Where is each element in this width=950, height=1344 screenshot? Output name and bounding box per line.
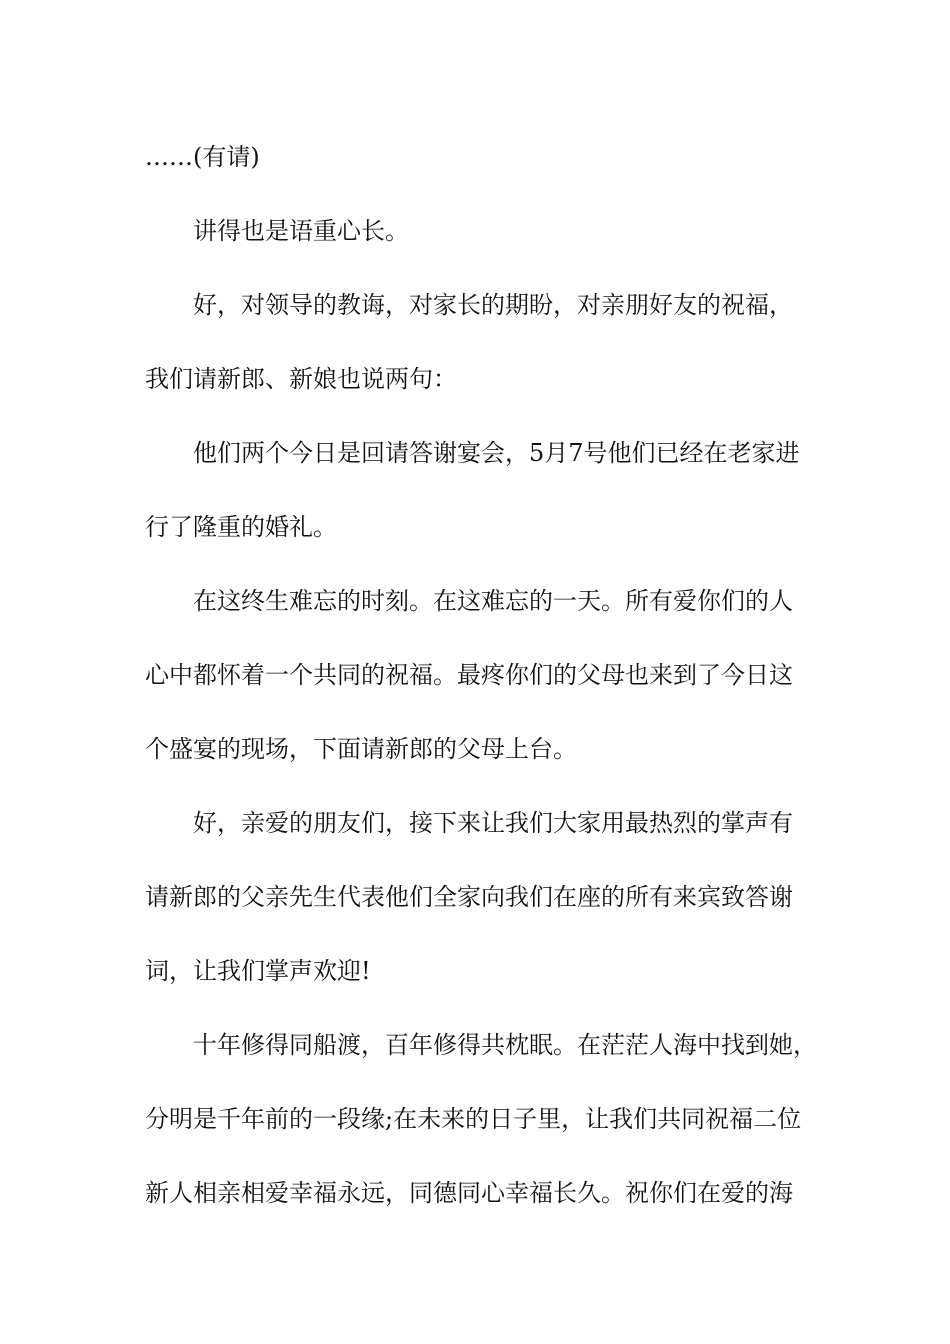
- text-line-12: 词，让我们掌声欢迎!: [145, 957, 371, 985]
- text-line-15: 新人相亲相爱幸福永远，同德同心幸福长久。祝你们在爱的海: [145, 1179, 793, 1207]
- text-line-2: 讲得也是语重心长。: [193, 217, 409, 245]
- text-line-4: 我们请新郎、新娘也说两句：: [145, 365, 457, 393]
- text-line-14: 分明是千年前的一段缘;在未来的日子里，让我们共同祝福二位: [145, 1105, 802, 1133]
- text-line-11: 请新郎的父亲先生代表他们全家向我们在座的所有来宾致答谢: [145, 883, 793, 911]
- text-line-10: 好，亲爱的朋友们，接下来让我们大家用最热烈的掌声有: [193, 809, 793, 837]
- text-line-5: 他们两个今日是回请答谢宴会，5月7号他们已经在老家进: [193, 439, 800, 467]
- text-line-9: 个盛宴的现场，下面请新郎的父母上台。: [145, 735, 577, 763]
- text-line-6: 行了隆重的婚礼。: [145, 513, 337, 541]
- text-line-1: ……(有请): [145, 143, 260, 171]
- text-line-7: 在这终生难忘的时刻。在这难忘的一天。所有爱你们的人: [193, 587, 793, 615]
- text-line-3: 好，对领导的教诲，对家长的期盼，对亲朋好友的祝福，: [193, 291, 793, 319]
- text-line-8: 心中都怀着一个共同的祝福。最疼你们的父母也来到了今日这: [145, 661, 793, 689]
- text-line-13: 十年修得同船渡，百年修得共枕眠。在茫茫人海中找到她，: [193, 1031, 817, 1059]
- document-body: [145, 120, 817, 1230]
